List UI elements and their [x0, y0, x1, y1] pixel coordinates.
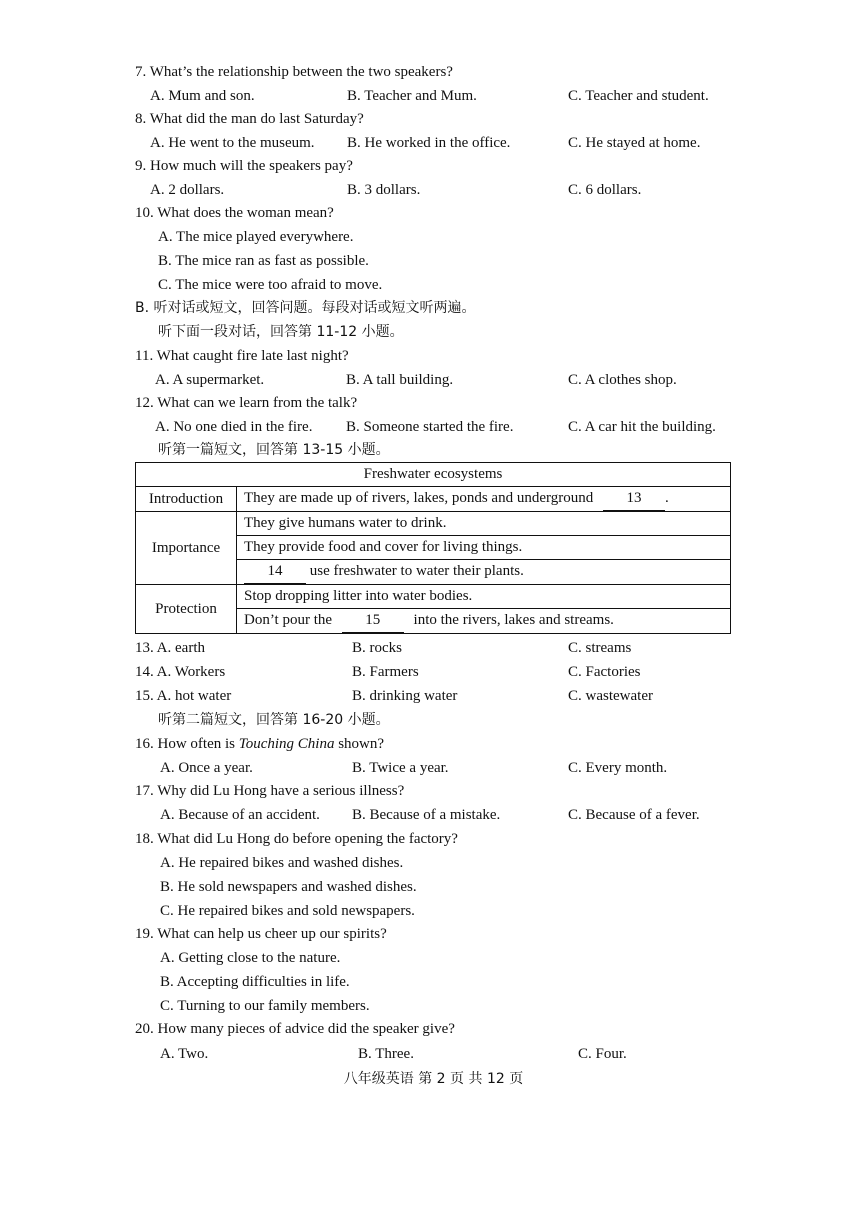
q13-stem: 13. A. earth [135, 640, 205, 656]
intro-end: . [664, 490, 669, 506]
importance-row-3-text: use freshwater to water their plants. [309, 563, 524, 579]
q7-stem: 7. What’s the relationship between the two speakers? [135, 64, 453, 80]
q12-option-b: B. Someone started the fire. [346, 419, 514, 435]
protection-row-1: Stop dropping litter into water bodies. [237, 585, 731, 609]
q16-stem-start: 16. How often is [135, 736, 239, 752]
q9-stem: 9. How much will the speakers pay? [135, 158, 353, 174]
q8-option-b: B. He worked in the office. [347, 135, 511, 151]
passage2-intro: 听第二篇短文，回答第 16-20 小题。 [158, 712, 390, 728]
q12-option-a: A. No one died in the fire. [155, 419, 313, 435]
q18-option-c: C. He repaired bikes and sold newspapers. [160, 903, 415, 919]
q7-option-b: B. Teacher and Mum. [347, 88, 477, 104]
table-label-introduction: Introduction [136, 487, 237, 512]
q20-stem: 20. How many pieces of advice did the speaker give? [135, 1021, 455, 1037]
q9-option-c: C. 6 dollars. [568, 182, 642, 198]
page-footer: 八年级英语 第 2 页 共 12 页 [343, 1071, 524, 1087]
q8-stem: 8. What did the man do last Saturday? [135, 111, 364, 127]
protection-row-2-end: into the rivers, lakes and streams. [413, 612, 614, 628]
q8-option-a: A. He went to the museum. [150, 135, 315, 151]
q11-option-c: C. A clothes shop. [568, 372, 677, 388]
table-intro-cell [237, 487, 731, 512]
q19-option-b: B. Accepting difficulties in life. [160, 974, 350, 990]
q14-option-b: B. Farmers [352, 664, 419, 680]
blank-15: 15 [342, 609, 404, 633]
q9-option-a: A. 2 dollars. [150, 182, 225, 198]
q7-option-c: C. Teacher and student. [568, 88, 709, 104]
q18-stem: 18. What did Lu Hong do before opening the factory? [135, 831, 458, 847]
blank-13: 13 [603, 487, 665, 511]
protection-row-2 [237, 609, 731, 634]
q19-option-a: A. Getting close to the nature. [160, 950, 341, 966]
q20-option-c: C. Four. [578, 1046, 627, 1062]
q12-option-c: C. A car hit the building. [568, 419, 716, 435]
q11-stem: 11. What caught fire late last night? [135, 348, 349, 364]
q17-option-a: A. Because of an accident. [160, 807, 320, 823]
q16-stem [135, 735, 384, 753]
freshwater-table [135, 462, 731, 634]
table-title: Freshwater ecosystems [136, 463, 731, 487]
q16-option-a: A. Once a year. [160, 760, 253, 776]
q8-option-c: C. He stayed at home. [568, 135, 701, 151]
q7-option-a: A. Mum and son. [150, 88, 255, 104]
dialogue-intro: 听下面一段对话，回答第 11-12 小题。 [158, 324, 404, 340]
q16-stem-title: Touching China [238, 736, 335, 752]
section-b-heading: B. 听对话或短文，回答问题。每段对话或短文听两遍。 [135, 300, 476, 316]
intro-text: They are made up of rivers, lakes, ponds and underground [244, 490, 594, 506]
q17-option-c: C. Because of a fever. [568, 807, 700, 823]
q16-option-b: B. Twice a year. [352, 760, 449, 776]
q9-option-b: B. 3 dollars. [347, 182, 421, 198]
q15-option-b: B. drinking water [352, 688, 458, 704]
table-label-protection: Protection [136, 585, 237, 634]
q17-stem: 17. Why did Lu Hong have a serious illness? [135, 783, 405, 799]
q13-option-c: C. streams [568, 640, 632, 656]
importance-row-1: They give humans water to drink. [237, 512, 731, 536]
q17-option-b: B. Because of a mistake. [352, 807, 501, 823]
q14-option-c: C. Factories [568, 664, 641, 680]
q11-option-a: A. A supermarket. [155, 372, 265, 388]
q10-option-a: A. The mice played everywhere. [158, 229, 354, 245]
q20-option-b: B. Three. [358, 1046, 414, 1062]
q15-option-c: C. wastewater [568, 688, 653, 704]
q20-option-a: A. Two. [160, 1046, 209, 1062]
q12-stem: 12. What can we learn from the talk? [135, 395, 358, 411]
q16-option-c: C. Every month. [568, 760, 668, 776]
blank-14: 14 [244, 560, 306, 584]
protection-row-2-start: Don’t pour the [244, 612, 333, 628]
q18-option-a: A. He repaired bikes and washed dishes. [160, 855, 404, 871]
q19-option-c: C. Turning to our family members. [160, 998, 370, 1014]
q10-stem: 10. What does the woman mean? [135, 205, 334, 221]
q10-option-b: B. The mice ran as fast as possible. [158, 253, 369, 269]
q14-stem: 14. A. Workers [135, 664, 226, 680]
q11-option-b: B. A tall building. [346, 372, 454, 388]
passage1-intro: 听第一篇短文，回答第 13-15 小题。 [158, 442, 390, 458]
importance-row-2: They provide food and cover for living things. [237, 536, 731, 560]
q15-stem: 15. A. hot water [135, 688, 232, 704]
q18-option-b: B. He sold newspapers and washed dishes. [160, 879, 417, 895]
importance-row-3 [237, 560, 731, 585]
table-label-importance: Importance [136, 512, 237, 585]
q10-option-c: C. The mice were too afraid to move. [158, 277, 383, 293]
q16-stem-end: shown? [334, 736, 385, 752]
q13-option-b: B. rocks [352, 640, 402, 656]
q19-stem: 19. What can help us cheer up our spirits? [135, 926, 387, 942]
